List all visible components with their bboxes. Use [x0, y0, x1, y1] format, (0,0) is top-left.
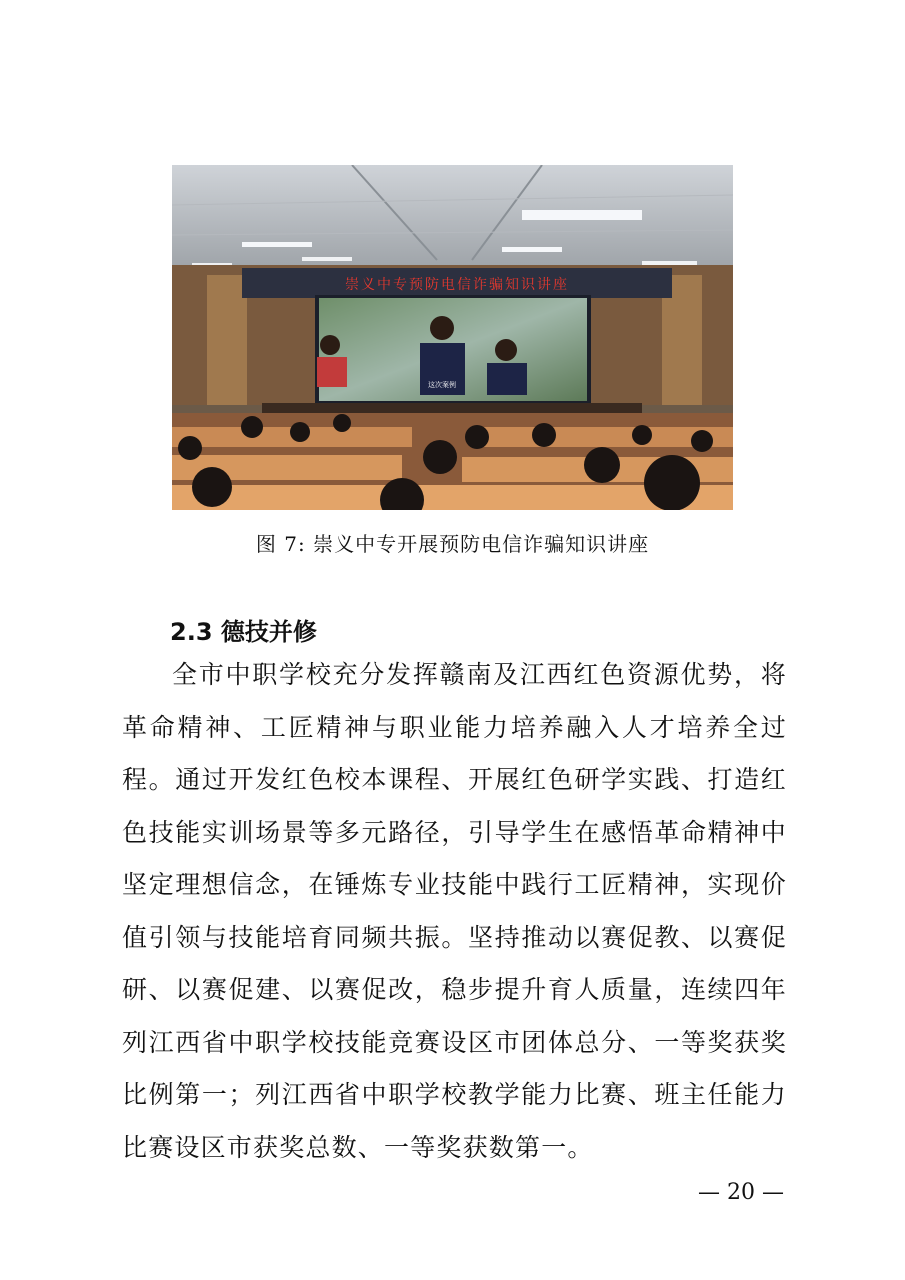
lecture-photo	[172, 165, 733, 510]
ceiling-light	[522, 210, 642, 220]
banner-text: 崇义中专预防电信诈骗知识讲座	[345, 277, 569, 293]
ceiling-light	[242, 242, 312, 247]
page-number: — 20 —	[698, 1180, 784, 1205]
section-heading: 2.3 德技并修	[170, 618, 317, 646]
lecture-hall-illustration	[172, 165, 733, 510]
ceiling-light	[502, 247, 562, 252]
ceiling-light	[302, 257, 352, 261]
ceiling-light	[642, 261, 697, 265]
screen-subtitle: 这次案例	[428, 381, 456, 389]
body-paragraph: 全市中职学校充分发挥赣南及江西红色资源优势，将革命精神、工匠精神与职业能力培养融入人才培养全过程。通过开发红色校本课程、开展红色研学实践、打造红色技能实训场景等多元路径，引导学生在感悟革命精神中坚定理想信念，在锤炼专业技能中践行工匠精神，实现价值引领与技能培育同频共振。坚持推动以赛促教、以赛促研、以赛促建、以赛促改，稳步提升育人质量，连续四年列江西省中职学校技能竞赛设区市团体总分、一等奖获奖比例第一；列江西省中职学校教学能力比赛、班主任能力比赛设区市获奖总数、一等奖获数第一。	[122, 660, 787, 1162]
figure-caption: 图 7: 崇义中专开展预防电信诈骗知识讲座	[255, 532, 650, 556]
